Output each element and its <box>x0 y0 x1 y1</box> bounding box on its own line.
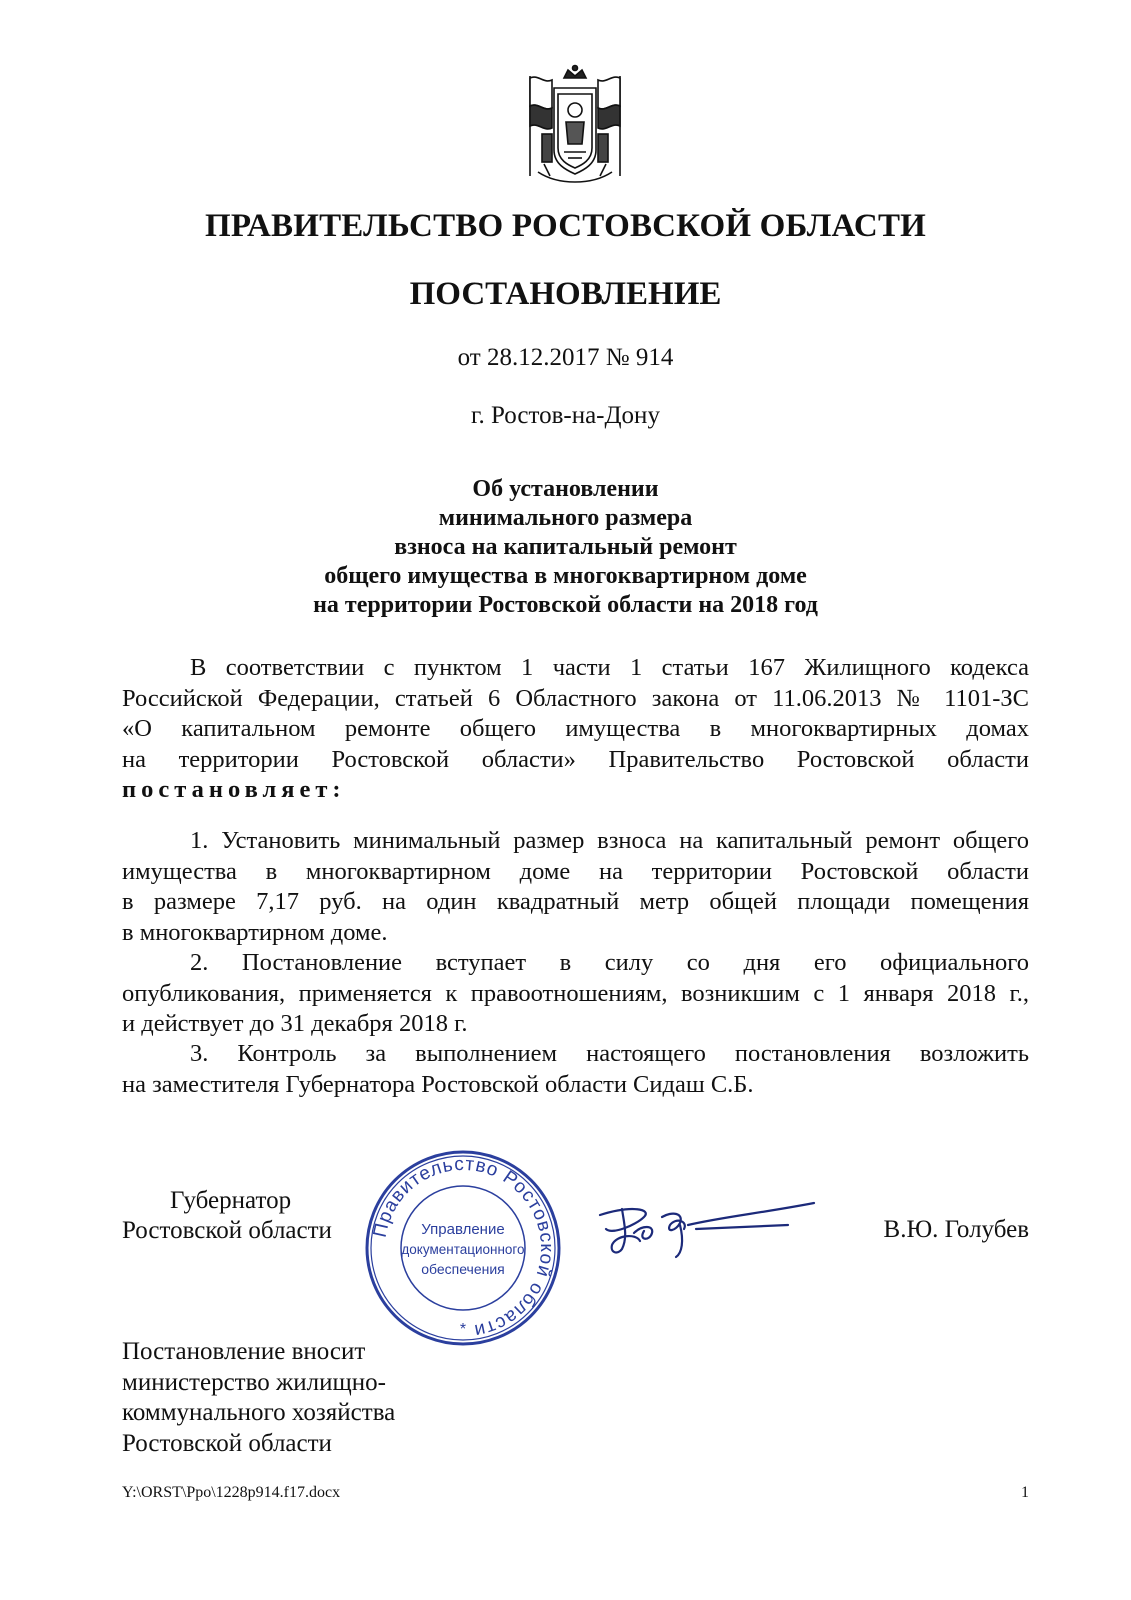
page-number: 1 <box>1021 1484 1029 1501</box>
signatory-name: В.Ю. Голубев <box>883 1216 1029 1243</box>
item-2-paragraph <box>122 948 1029 1040</box>
item-line: 3. Контроль за выполнением настоящего постановления возложить <box>190 1040 1029 1067</box>
subject-line: взноса на капитальный ремонт <box>394 534 737 560</box>
official-stamp <box>363 1148 563 1348</box>
preamble-line: «О капитальном ремонте общего имущества в многоквартирных домах <box>122 715 1029 742</box>
item-1-paragraph <box>122 826 1029 948</box>
document-subject <box>0 475 1131 620</box>
signatory-title <box>122 1186 332 1246</box>
introduced-line: министерство жилищно- <box>122 1368 386 1396</box>
document-type: ПОСТАНОВЛЕНИЕ <box>409 276 722 312</box>
stamp-star: * <box>459 1321 467 1338</box>
item-line: опубликования, применяется к правоотношениям, возникшим с 1 января 2018 г., <box>122 979 1029 1007</box>
subject-line: на территории Ростовской области на 2018 год <box>313 592 818 618</box>
preamble-line: Российской Федерации, статьей 6 Областного закона от 11.06.2013 № 1101-ЗС <box>122 684 1029 712</box>
decision-word: постановляет: <box>122 776 346 803</box>
introduced-line: Постановление вносит <box>122 1338 366 1365</box>
stamp-outer-text: Правительство Ростовской области <box>369 1153 558 1342</box>
preamble-paragraph <box>122 653 1029 806</box>
handwritten-signature <box>592 1195 822 1265</box>
item-line: на заместителя Губернатора Ростовской области Сидаш С.Б. <box>122 1070 754 1098</box>
document-date-number: от 28.12.2017 № 914 <box>457 344 674 371</box>
item-3-paragraph <box>122 1039 1029 1100</box>
stamp-inner-line: Управление <box>421 1221 505 1238</box>
stamp-inner-line: обеспечения <box>421 1261 505 1277</box>
footer-file-path: Y:\ORST\Ppo\1228p914.f17.docx <box>122 1484 341 1501</box>
subject-line: Об установлении <box>472 476 659 502</box>
item-line: имущества в многоквартирном доме на территории Ростовской области <box>122 857 1029 885</box>
introduced-line: коммунального хозяйства <box>122 1399 396 1426</box>
introduced-line: Ростовской области <box>122 1429 332 1457</box>
document-city: г. Ростов-на-Дону <box>471 402 660 429</box>
subject-line: общего имущества в многоквартирном доме <box>324 563 807 589</box>
item-line: 2. Постановление вступает в силу со дня его официального <box>190 949 1029 976</box>
item-line: в размере 7,17 руб. на один квадратный метр общей площади помещения <box>122 888 1029 915</box>
government-title: ПРАВИТЕЛЬСТВО РОСТОВСКОЙ ОБЛАСТИ <box>204 208 927 244</box>
stamp-inner-line: документационного <box>401 1242 525 1257</box>
item-line: в многоквартирном доме. <box>122 918 388 946</box>
preamble-line: на территории Ростовской области» Правительство Ростовской области <box>122 745 1029 773</box>
preamble-line: В соответствии с пунктом 1 части 1 статьи 167 Жилищного кодекса <box>190 654 1029 681</box>
signatory-title-line: Губернатор <box>170 1187 292 1214</box>
item-line: и действует до 31 декабря 2018 г. <box>122 1010 468 1037</box>
subject-line: минимального размера <box>438 505 693 531</box>
rostov-oblast-coat-of-arms-icon <box>520 64 630 186</box>
item-line: 1. Установить минимальный размер взноса на капитальный ремонт общего <box>190 827 1029 854</box>
introduced-by-note <box>122 1337 395 1459</box>
signatory-title-line: Ростовской области <box>122 1217 332 1244</box>
